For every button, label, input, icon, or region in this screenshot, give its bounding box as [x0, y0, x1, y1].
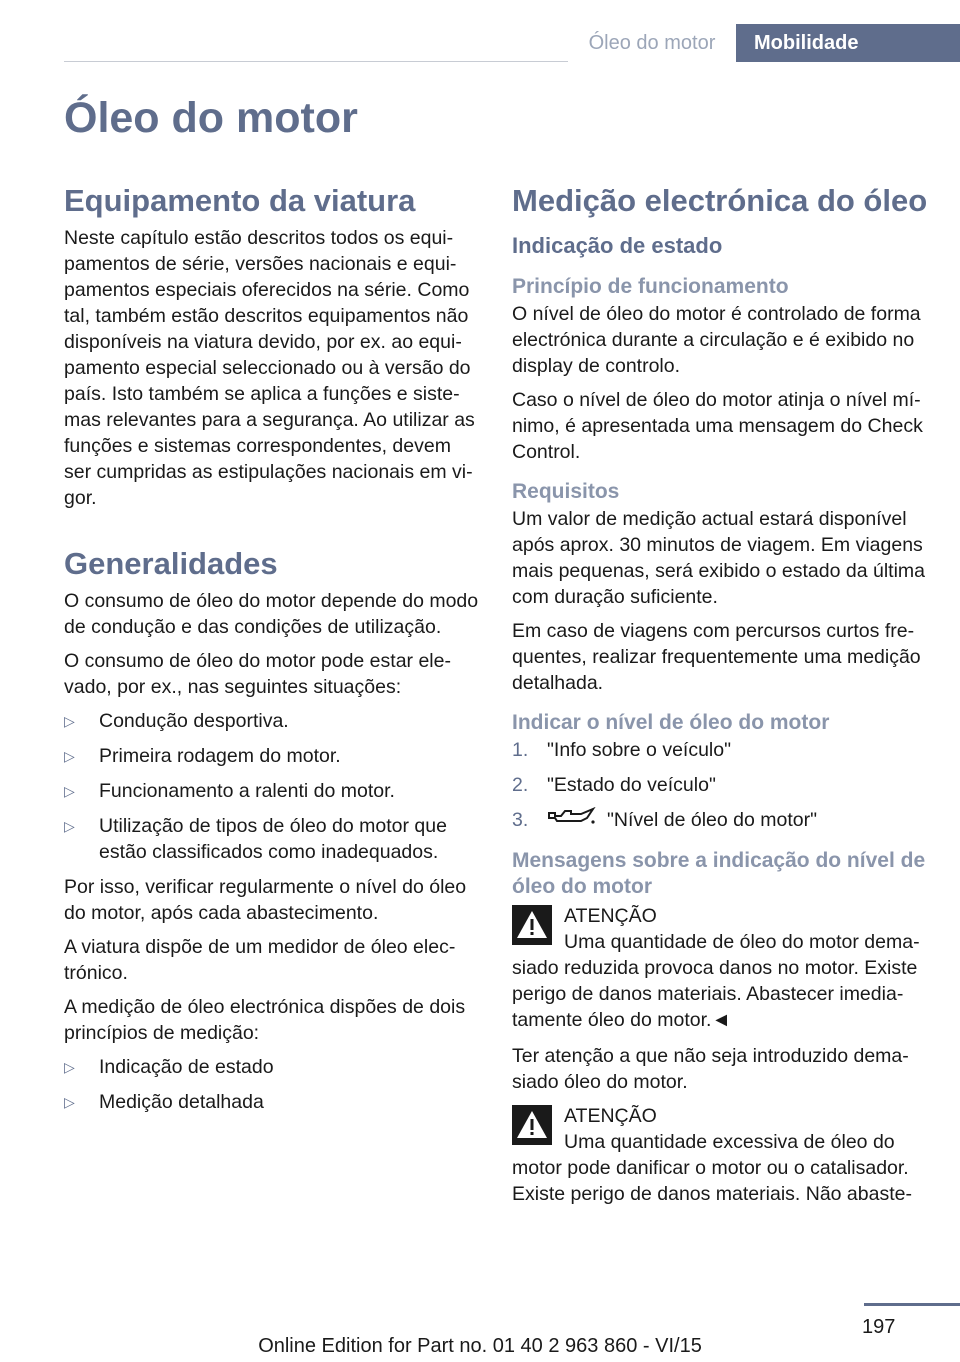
right-column [512, 182, 928, 1217]
triangle-bullet-icon: ▷ [64, 818, 75, 835]
oil-can-icon [547, 807, 597, 834]
warning-title: ATENÇÃO [564, 1104, 657, 1127]
list-item: 2. "Estado do veículo" [512, 774, 716, 797]
general-paragraph-3: Por isso, verificar regularmente o nível do óleo do motor, após cada abastecimento. [64, 876, 467, 925]
page-number: 197 [862, 1316, 896, 1338]
warning-text: Uma quantidade de óleo do motor demasiado reduzida provoca danos no motor. Existe perigo de danos materiais. Abastecer imediatamente óleo do motor.◄ [512, 930, 920, 1031]
header-chapter-tab: Mobilidade [736, 24, 960, 62]
general-paragraph-4: A viatura dispõe de um medidor de óleo electrónico. [64, 936, 456, 985]
mid-paragraph: Ter atenção a que não seja introduzido demasiado óleo do motor. [512, 1044, 909, 1093]
principle-paragraph-2: Caso o nível de óleo do motor atinja o nível mínimo, é apresentada uma mensagem do Check Control. [512, 388, 923, 463]
edition-footer: Online Edition for Part no. 01 40 2 963 860 - VI/15 [258, 1335, 702, 1357]
principles-list [64, 1054, 480, 1115]
requirements-paragraph-2: Em caso de viagens com percursos curtos frequentes, realizar frequentemente uma medição detalhada. [512, 619, 921, 694]
warning-icon [512, 1105, 552, 1145]
list-item: ▷ Indicação de estado [64, 1056, 274, 1079]
list-item: ▷ Funcionamento a ralenti do motor. [64, 780, 395, 803]
warning-icon [512, 905, 552, 945]
list-item: 3. "Nível de óleo do motor" [512, 807, 928, 834]
steps-list [512, 737, 928, 834]
warning-title: ATENÇÃO [564, 904, 657, 927]
indicate-level-heading: Indicar o nível de óleo do motor [512, 710, 830, 734]
list-item: ▷ Condução desportiva. [64, 710, 289, 733]
general-paragraph-5: A medição de óleo electrónica dispões de dois princípios de medição: [64, 996, 466, 1045]
situations-list [64, 708, 480, 865]
warning-block [512, 1103, 928, 1207]
triangle-bullet-icon: ▷ [64, 713, 75, 730]
messages-heading: Mensagens sobre a indicação do nível de óleo do motor [512, 849, 926, 898]
equipment-heading: Equipamento da viatura [64, 183, 416, 218]
list-item: 1. "Info sobre o veículo" [512, 739, 732, 762]
left-column [64, 182, 480, 1124]
triangle-bullet-icon: ▷ [64, 1094, 75, 1111]
warning-block [512, 903, 928, 1033]
list-item: ▷ Primeira rodagem do motor. [64, 745, 341, 768]
general-paragraph-2: O consumo de óleo do motor pode estar elevado, por ex., nas seguintes situações: [64, 650, 451, 699]
triangle-bullet-icon: ▷ [64, 783, 75, 800]
principle-paragraph-1: O nível de óleo do motor é controlado de forma electrónica durante a circulação e é exibido no display de controlo. [512, 302, 921, 377]
general-paragraph-1: O consumo de óleo do motor depende do modo de condução e das condições de utilização. [64, 590, 479, 639]
status-indication-heading: Indicação de estado [512, 233, 723, 259]
footer-rule [864, 1303, 960, 1306]
equipment-paragraph: Neste capítulo estão descritos todos os equipamentos de série, versões nacionais e equipamentos especiais oferecidos na série. Como tal, também estão descritos equipamentos não disponíveis na viatura devido, por ex. ao equipamento especial seleccionado ou à versão do país. Isto também se aplica a funções e sistemas relevantes para a segurança. Ao utilizar as funções e sistemas correspondentes, devem ser cumpridas as estipulações nacionais em vigor. [64, 227, 475, 510]
triangle-bullet-icon: ▷ [64, 748, 75, 765]
triangle-bullet-icon: ▷ [64, 1059, 75, 1076]
warning-text: Uma quantidade excessiva de óleo do motor pode danificar o motor ou o catalisador. Existe perigo de danos materiais. Não abaste- [512, 1130, 912, 1205]
requirements-heading: Requisitos [512, 479, 620, 503]
list-item: ▷ Medição detalhada [64, 1091, 264, 1114]
principle-heading: Princípio de funcionamento [512, 274, 789, 298]
general-heading: Generalidades [64, 546, 278, 582]
page-title: Óleo do motor [64, 94, 358, 142]
header-section-label: Óleo do motor [568, 24, 736, 62]
requirements-paragraph-1: Um valor de medição actual estará disponível após aprox. 30 minutos de viagem. Em viagens mais pequenas, será exibido o estado da última com duração suficiente. [512, 507, 926, 608]
electronic-measurement-heading: Medição electrónica do óleo [512, 183, 928, 218]
list-item: ▷ Utilização de tipos de óleo do motor que estão classificados como inadequados. [64, 815, 447, 864]
